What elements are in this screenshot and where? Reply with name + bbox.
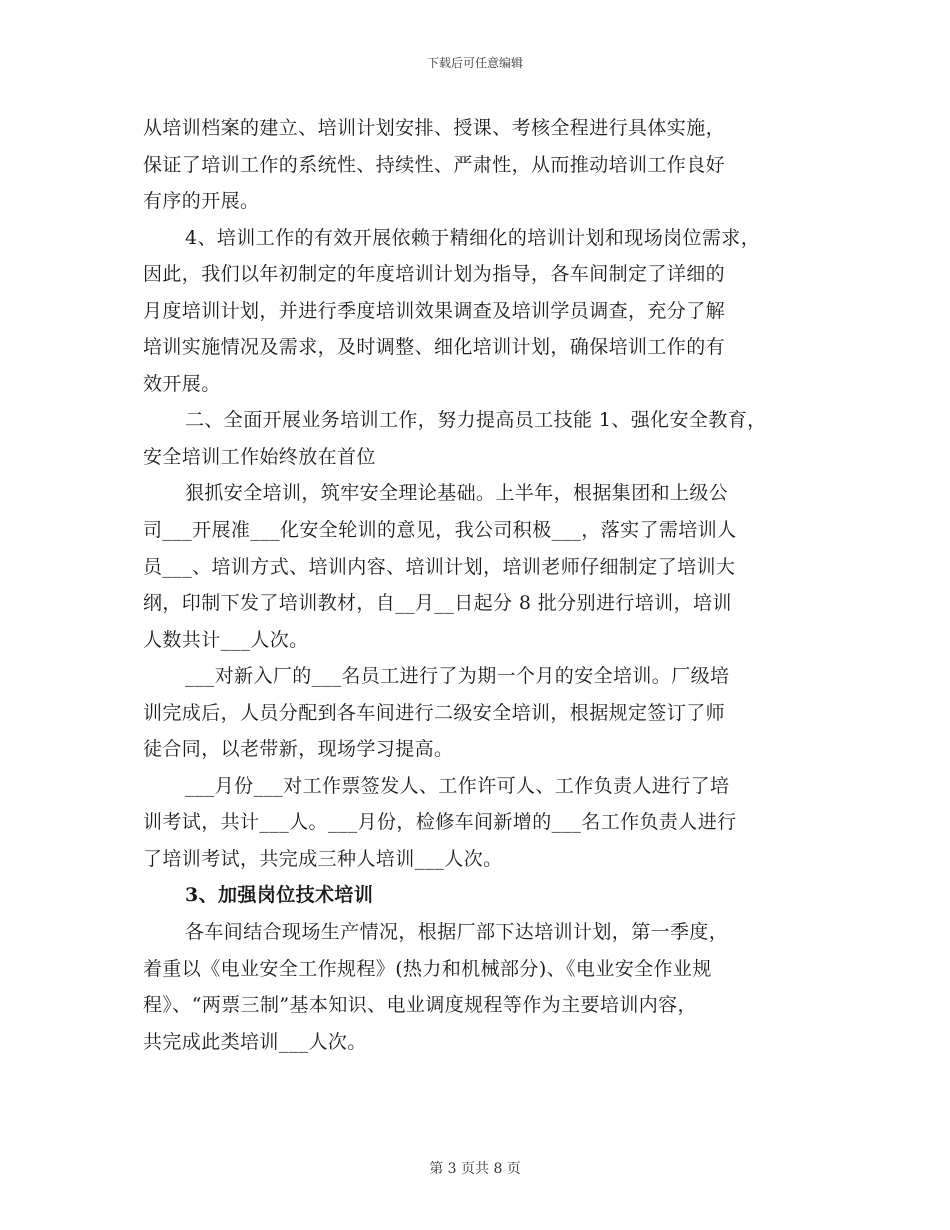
document-body xyxy=(143,110,833,1060)
text-line: 员___、培训方式、培训内容、培训计划，培训老师仔细制定了培训大 xyxy=(143,555,736,578)
text-line: 有序的开展。 xyxy=(143,190,260,213)
text-line: 各车间结合现场生产情况，根据厂部下达培训计划，第一季度， xyxy=(185,921,729,944)
text-line: ___月份___对工作票签发人、工作许可人、工作负责人进行了培 xyxy=(185,774,730,797)
text-line: 4、培训工作的有效开展依赖于精细化的培训计划和现场岗位需求， xyxy=(185,226,761,249)
text-line: 徒合同，以老带新，现场学习提高。 xyxy=(143,738,454,761)
section-heading: 3、加强岗位技术培训 xyxy=(185,884,374,907)
text-line: 从培训档案的建立、培训计划安排、授课、考核全程进行具体实施， xyxy=(143,117,726,139)
text-line: 培训实施情况及需求，及时调整、细化培训计划，确保培训工作的有 xyxy=(143,336,726,359)
text-line: 了培训考试，共完成三种人培训___人次。 xyxy=(143,847,503,870)
page-footer: 第 3 页共 8 页 xyxy=(429,1161,521,1177)
text-line: 安全培训工作始终放在首位 xyxy=(143,445,376,468)
text-line: 效开展。 xyxy=(143,372,221,395)
text-line: 月度培训计划，并进行季度培训效果调查及培训学员调查，充分了解 xyxy=(143,299,726,322)
text-line: 因此，我们以年初制定的年度培训计划为指导，各车间制定了详细的 xyxy=(143,263,726,286)
text-line: 纲，印制下发了培训教材，自__月__日起分 8 批分别进行培训，培训 xyxy=(143,592,732,615)
text-line: 共完成此类培训___人次。 xyxy=(143,1030,367,1053)
text-line: 狠抓安全培训，筑牢安全理论基础。上半年，根据集团和上级公 xyxy=(185,482,729,505)
text-line: 二、全面开展业务培训工作，努力提高员工技能 1、强化安全教育， xyxy=(185,409,767,432)
text-line: 司___开展准___化安全轮训的意见，我公司积极___，落实了需培训人 xyxy=(143,519,737,542)
text-line: 人数共计___人次。 xyxy=(143,628,309,651)
text-line: 训完成后，人员分配到各车间进行二级安全培训，根据规定签订了师 xyxy=(143,701,726,724)
text-line: 训考试，共计___人。___月份，检修车间新增的___名工作负责人进行 xyxy=(143,811,737,834)
text-line: ___对新入厂的___名员工进行了为期一个月的安全培训。厂级培 xyxy=(185,665,730,688)
text-line: 保证了培训工作的系统性、持续性、严肃性，从而推动培训工作良好 xyxy=(143,153,726,176)
text-line: 着重以《电业安全工作规程》(热力和机械部分)、《电业安全作业规 xyxy=(143,957,712,980)
text-line: 程》、“两票三制”基本知识、电业调度规程等作为主要培训内容， xyxy=(143,994,697,1017)
page-header: 下载后可任意编辑 xyxy=(426,56,523,70)
